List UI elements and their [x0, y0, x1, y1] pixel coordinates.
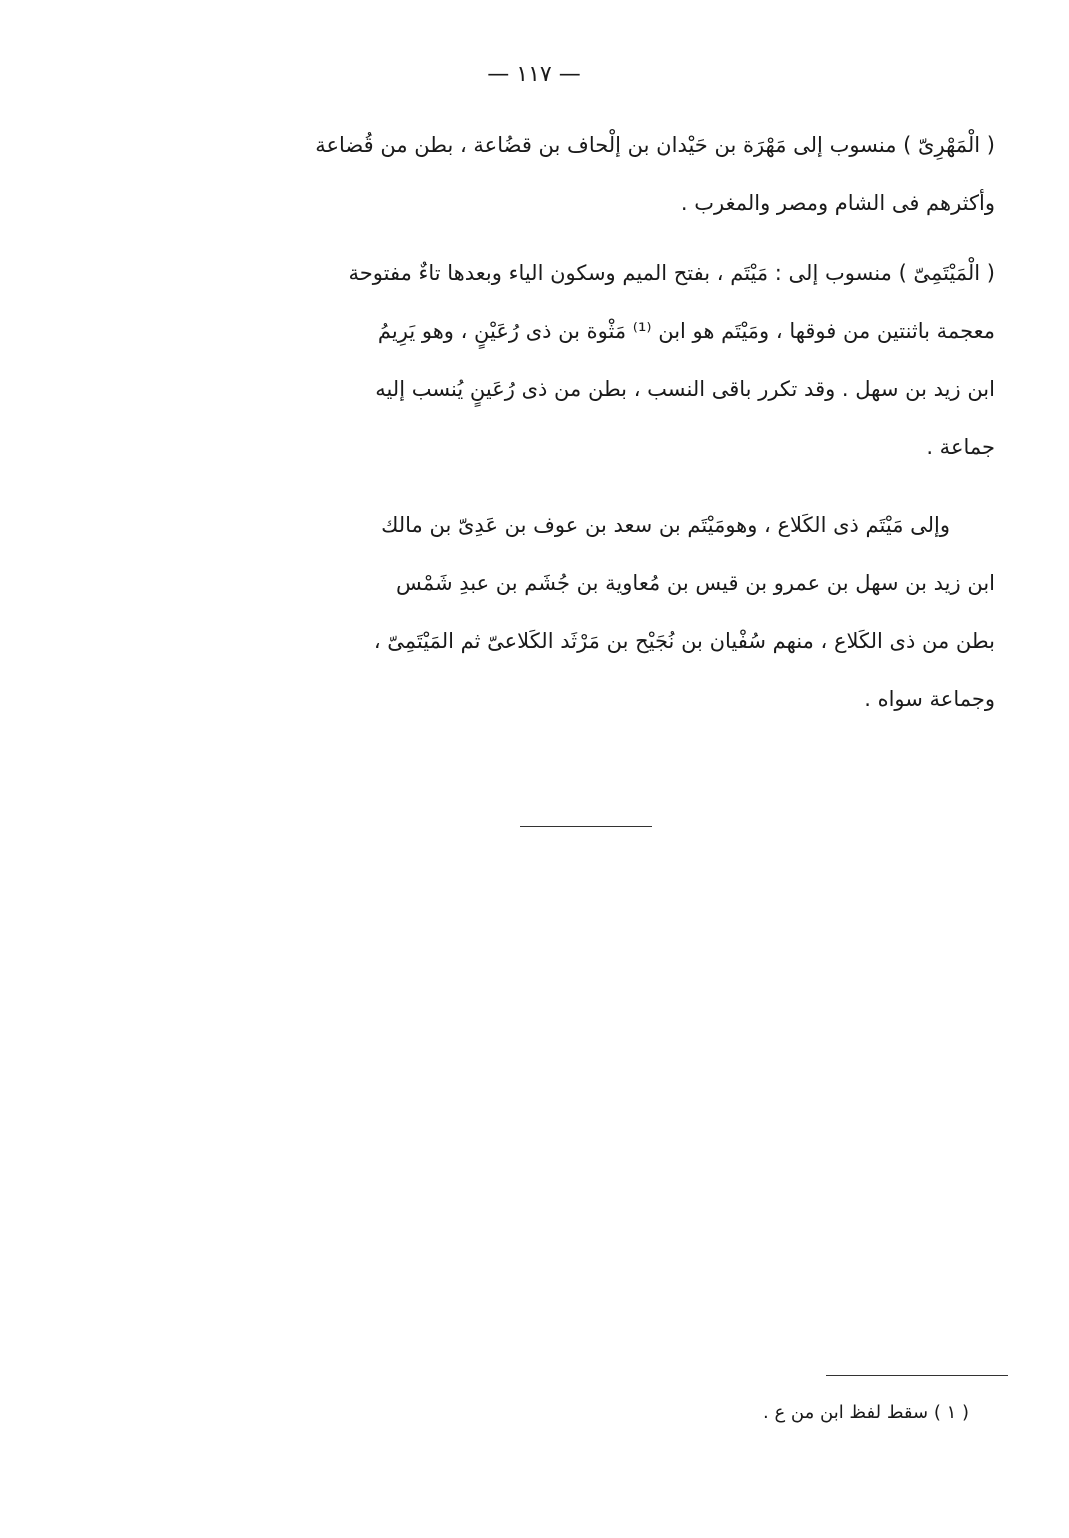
paragraph-mahri [165, 116, 995, 232]
text-line: معجمة باثنتين من فوقها ، ومَيْتَم هو ابن ⁽¹⁾ مَثْوة بن ذى رُعَيْنٍ ، وهو يَرِيمُ [377, 319, 995, 343]
text-line: جماعة . [926, 435, 995, 459]
footnote: ( ١ ) سقط لفظ ابن من ع . [763, 1402, 969, 1423]
section-divider [520, 826, 652, 827]
paragraph-maytami [165, 244, 995, 476]
text-line: ابن زيد بن سهل بن عمرو بن قيس بن مُعاوية بن جُشَم بن عبدِ شَمْس [396, 571, 995, 595]
text-line: ( الْمَيْتَمِىّ ) منسوب إلى : مَيْتَم ، بفتح الميم وسكون الياء وبعدها تاءٌ مفتوحة [348, 261, 995, 285]
page-number: — ١١٧ — [487, 62, 581, 87]
text-line: وإلى مَيْتَم ذى الكَلاع ، وهومَيْتَم بن سعد بن عوف بن عَدِىّ بن مالك [381, 513, 950, 537]
text-line: ابن زيد بن سهل . وقد تكرر باقى النسب ، بطن من ذى رُعَينٍ يُنسب إليه [375, 377, 995, 401]
text-line: وأكثرهم فى الشام ومصر والمغرب . [680, 191, 995, 215]
text-line: ( الْمَهْرِىّ ) منسوب إلى مَهْرَة بن حَيْدان بن إلْحاف بن قضُاعة ، بطن من قُضاعة [315, 133, 995, 157]
text-line: بطن من ذى الكَلاع ، منهم سُفْيان بن نُجَيْح بن مَرْثَد الكَلاعىّ ثم المَيْتَمِىّ ، [373, 629, 995, 653]
paragraph-maytam-kala [165, 496, 995, 728]
footnote-rule [826, 1375, 1008, 1376]
text-line: وجماعة سواه . [864, 687, 995, 711]
